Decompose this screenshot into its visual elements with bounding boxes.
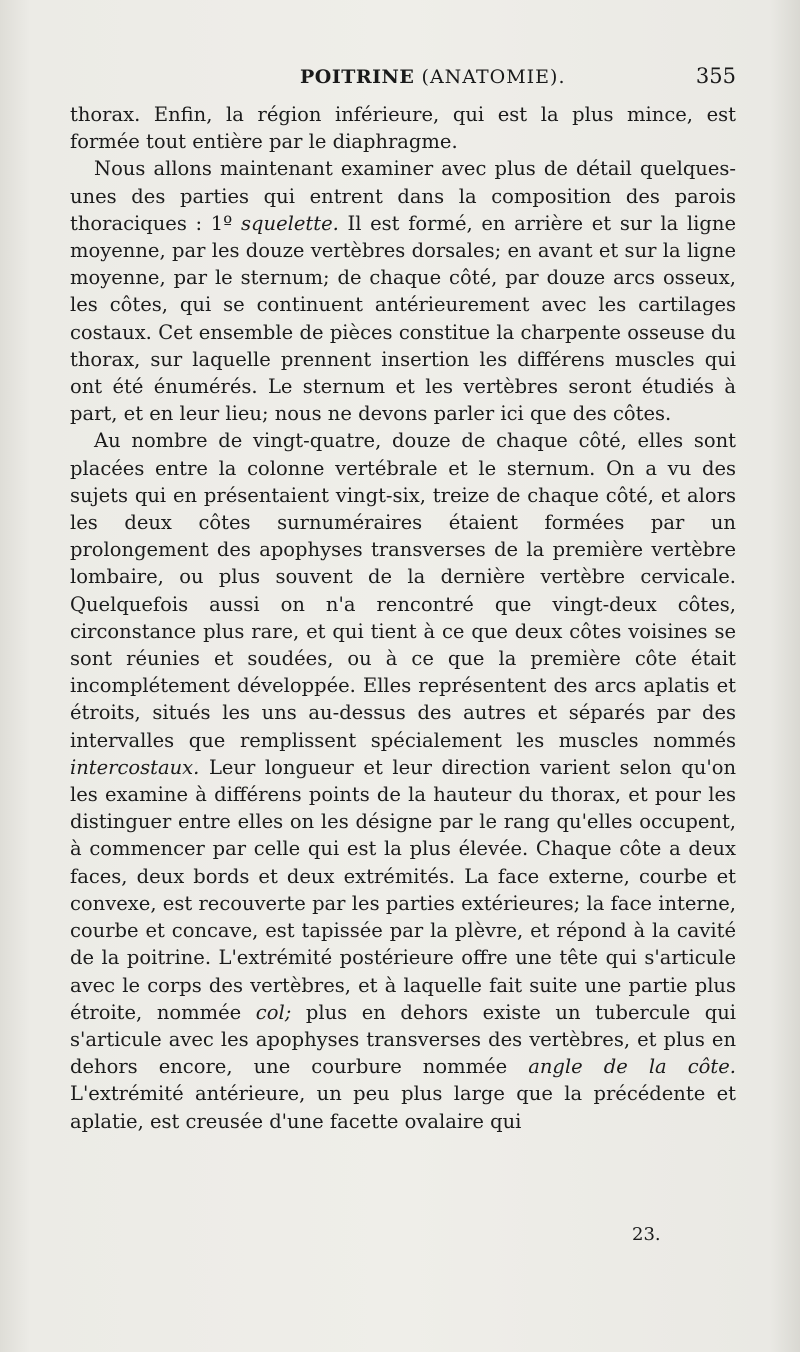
signature-mark: 23. (632, 1224, 661, 1245)
text-segment: L'extrémité antérieure, un peu plus large que la précédente et aplatie, est creusée d'une facette ovalaire qui (70, 1082, 736, 1133)
italic-term: squelette. (241, 211, 339, 235)
text-segment: Il est formé, en arrière et sur la ligne moyenne, par les douze vertèbres dorsales; en avant et sur la ligne moyenne, par le sternum; de chaque côté, par douze arcs osseux, les côtes, qui se continuent antérieurement avec les cartilages costaux. Cet ensemble de pièces constitue la charpente osseuse du thorax, sur laquelle prennent insertion les différens muscles qui ont été énumérés. Le sternum et les vertèbres seront étudiés à part, et en leur lieu; nous ne devons parler ici que des côtes. (70, 211, 736, 426)
paragraph (70, 155, 736, 427)
paragraph (70, 427, 736, 1134)
text-segment: Au nombre de vingt-quatre, douze de chaque côté, elles sont placées entre la colonne vertébrale et le sternum. On a vu des sujets qui en présentaient vingt-six, treize de chaque côté, et alors les deux côtes surnuméraires étaient formées par un prolongement des apophyses transverses de la première vertèbre lombaire, ou plus souvent de la dernière vertèbre cervicale. Quelquefois aussi on n'a rencontré que vingt-deux côtes, circonstance plus rare, et qui tient à ce que deux côtes voisines se sont réunies et soudées, ou à ce que la première côte était incomplétement développée. Elles représentent des arcs aplatis et étroits, situés les uns au-dessus des autres et séparés par des intervalles que remplissent spécialement les muscles nommés (70, 429, 736, 752)
running-head-sub: (ANATOMIE). (421, 66, 566, 88)
italic-term: angle de la côte. (528, 1055, 736, 1079)
body-text (70, 101, 736, 1135)
running-head (300, 66, 566, 88)
page-number: 355 (695, 64, 736, 88)
text-segment: Nous allons maintenant examiner avec plus de détail quelques-unes des parties qui entrent dans la composition des parois thoraciques : 1º (70, 157, 736, 235)
running-head-main: POITRINE (300, 66, 415, 88)
paragraph (70, 101, 736, 155)
text-segment: plus en dehors existe un tubercule qui s'articule avec les apophyses transverses des vertèbres, et plus en dehors encore, une courbure nommée (70, 1000, 736, 1079)
italic-term: col; (255, 1000, 292, 1024)
text-segment: thorax. Enfin, la région inférieure, qui est la plus mince, est formée tout entière par le diaphragme. (70, 103, 736, 154)
page-header (70, 58, 736, 98)
italic-term: intercostaux. (70, 755, 200, 779)
text-segment: Leur longueur et leur direction varient selon qu'on les examine à différens points de la hauteur du thorax, et pour les distinguer entre elles on les désigne par le rang qu'elles occupent, à commencer par celle qui est la plus élevée. Chaque côte a deux faces, deux bords et deux extrémités. La face externe, courbe et convexe, est recouverte par les parties extérieures; la face interne, courbe et concave, est tapissée par la plèvre, et répond à la cavité de la poitrine. L'extrémité postérieure offre une tête qui s'articule avec le corps des vertèbres, et à laquelle fait suite une partie plus étroite, nommée (70, 755, 736, 1024)
